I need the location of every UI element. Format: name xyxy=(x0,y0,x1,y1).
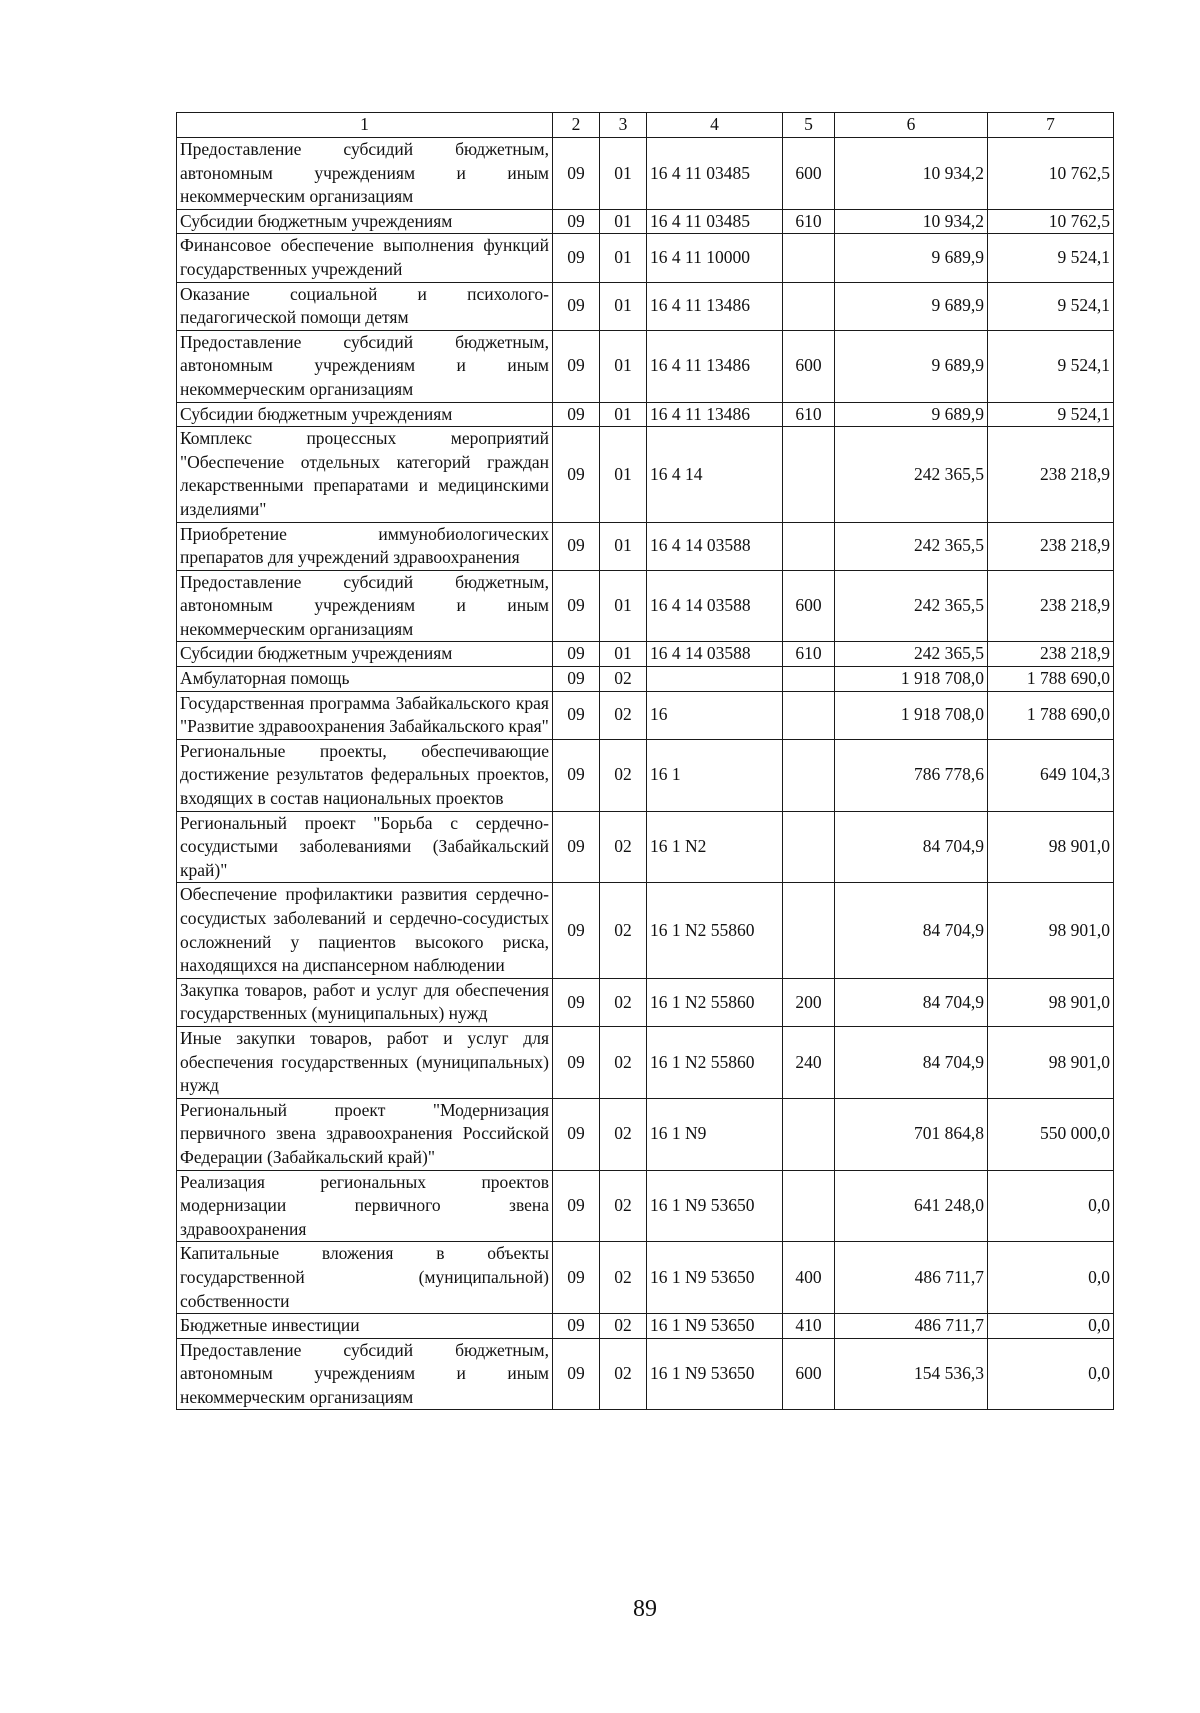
description-cell: Амбулаторная помощь xyxy=(177,667,553,692)
column-header-1: 1 xyxy=(177,113,553,138)
target-article-cell: 16 1 N9 xyxy=(647,1098,783,1170)
subsection-cell: 02 xyxy=(600,1098,647,1170)
amount-2024-cell: 10 762,5 xyxy=(988,209,1114,234)
budget-table xyxy=(176,112,1114,1410)
target-article-cell: 16 1 N9 53650 xyxy=(647,1314,783,1339)
section-cell: 09 xyxy=(553,1242,600,1314)
subsection-cell: 01 xyxy=(600,642,647,667)
subsection-cell: 01 xyxy=(600,427,647,522)
amount-2023-cell: 641 248,0 xyxy=(835,1170,988,1242)
section-cell: 09 xyxy=(553,330,600,402)
subsection-cell: 02 xyxy=(600,1170,647,1242)
target-article-cell: 16 4 14 03588 xyxy=(647,642,783,667)
target-article-cell: 16 1 N9 53650 xyxy=(647,1242,783,1314)
target-article-cell: 16 4 14 03588 xyxy=(647,522,783,570)
subsection-cell: 02 xyxy=(600,1242,647,1314)
description-cell: Капитальные вложения в объекты государственной (муниципальной) собственности xyxy=(177,1242,553,1314)
table-row xyxy=(177,138,1114,210)
expense-type-cell: 600 xyxy=(783,138,835,210)
description-cell: Оказание социальной и психолого-педагогической помощи детям xyxy=(177,282,553,330)
description-cell: Предоставление субсидий бюджетным, автономным учреждениям и иным некоммерческим организациям xyxy=(177,138,553,210)
description-cell: Реализация региональных проектов модернизации первичного звена здравоохранения xyxy=(177,1170,553,1242)
section-cell: 09 xyxy=(553,282,600,330)
amount-2024-cell: 9 524,1 xyxy=(988,234,1114,282)
subsection-cell: 02 xyxy=(600,811,647,883)
table-row xyxy=(177,234,1114,282)
target-article-cell: 16 1 N2 xyxy=(647,811,783,883)
expense-type-cell xyxy=(783,522,835,570)
section-cell: 09 xyxy=(553,667,600,692)
expense-type-cell: 610 xyxy=(783,209,835,234)
column-header-5: 5 xyxy=(783,113,835,138)
description-cell: Предоставление субсидий бюджетным, автономным учреждениям и иным некоммерческим организациям xyxy=(177,570,553,642)
table-row xyxy=(177,282,1114,330)
table-row xyxy=(177,883,1114,978)
subsection-cell: 02 xyxy=(600,883,647,978)
section-cell: 09 xyxy=(553,234,600,282)
column-header-4: 4 xyxy=(647,113,783,138)
description-cell: Бюджетные инвестиции xyxy=(177,1314,553,1339)
table-row xyxy=(177,330,1114,402)
amount-2024-cell: 98 901,0 xyxy=(988,978,1114,1026)
table-row xyxy=(177,642,1114,667)
section-cell: 09 xyxy=(553,1314,600,1339)
amount-2024-cell: 238 218,9 xyxy=(988,642,1114,667)
table-row xyxy=(177,1098,1114,1170)
target-article-cell: 16 4 14 03588 xyxy=(647,570,783,642)
amount-2023-cell: 1 918 708,0 xyxy=(835,691,988,739)
description-cell: Субсидии бюджетным учреждениям xyxy=(177,642,553,667)
amount-2023-cell: 242 365,5 xyxy=(835,642,988,667)
expense-type-cell: 240 xyxy=(783,1026,835,1098)
target-article-cell: 16 1 N9 53650 xyxy=(647,1338,783,1410)
expense-type-cell: 610 xyxy=(783,402,835,427)
description-cell: Государственная программа Забайкальского края "Развитие здравоохранения Забайкальского края" xyxy=(177,691,553,739)
amount-2024-cell: 9 524,1 xyxy=(988,330,1114,402)
section-cell: 09 xyxy=(553,522,600,570)
expense-type-cell: 600 xyxy=(783,330,835,402)
amount-2023-cell: 486 711,7 xyxy=(835,1314,988,1339)
amount-2024-cell: 9 524,1 xyxy=(988,402,1114,427)
table-row xyxy=(177,667,1114,692)
amount-2023-cell: 84 704,9 xyxy=(835,1026,988,1098)
expense-type-cell xyxy=(783,739,835,811)
table-row xyxy=(177,978,1114,1026)
section-cell: 09 xyxy=(553,642,600,667)
amount-2024-cell: 98 901,0 xyxy=(988,883,1114,978)
expense-type-cell: 600 xyxy=(783,1338,835,1410)
expense-type-cell xyxy=(783,1170,835,1242)
table-row xyxy=(177,402,1114,427)
amount-2024-cell: 1 788 690,0 xyxy=(988,691,1114,739)
amount-2023-cell: 9 689,9 xyxy=(835,234,988,282)
amount-2023-cell: 9 689,9 xyxy=(835,330,988,402)
amount-2024-cell: 1 788 690,0 xyxy=(988,667,1114,692)
subsection-cell: 01 xyxy=(600,234,647,282)
expense-type-cell xyxy=(783,811,835,883)
subsection-cell: 01 xyxy=(600,138,647,210)
amount-2024-cell: 238 218,9 xyxy=(988,570,1114,642)
description-cell: Обеспечение профилактики развития сердечно-сосудистых заболеваний и сердечно-сосудистых осложнений у пациентов высокого риска, находящихся на диспансерном наблюдении xyxy=(177,883,553,978)
subsection-cell: 01 xyxy=(600,209,647,234)
expense-type-cell: 410 xyxy=(783,1314,835,1339)
amount-2024-cell: 238 218,9 xyxy=(988,522,1114,570)
section-cell: 09 xyxy=(553,209,600,234)
amount-2024-cell: 10 762,5 xyxy=(988,138,1114,210)
amount-2024-cell: 238 218,9 xyxy=(988,427,1114,522)
table-row xyxy=(177,427,1114,522)
amount-2023-cell: 242 365,5 xyxy=(835,522,988,570)
section-cell: 09 xyxy=(553,811,600,883)
expense-type-cell: 200 xyxy=(783,978,835,1026)
amount-2023-cell: 242 365,5 xyxy=(835,570,988,642)
subsection-cell: 02 xyxy=(600,978,647,1026)
expense-type-cell: 600 xyxy=(783,570,835,642)
amount-2024-cell: 649 104,3 xyxy=(988,739,1114,811)
table-row xyxy=(177,1338,1114,1410)
table-row xyxy=(177,739,1114,811)
subsection-cell: 02 xyxy=(600,739,647,811)
expense-type-cell xyxy=(783,883,835,978)
target-article-cell: 16 4 11 03485 xyxy=(647,209,783,234)
amount-2024-cell: 0,0 xyxy=(988,1338,1114,1410)
subsection-cell: 02 xyxy=(600,1338,647,1410)
target-article-cell: 16 1 xyxy=(647,739,783,811)
target-article-cell: 16 4 14 xyxy=(647,427,783,522)
description-cell: Приобретение иммунобиологических препаратов для учреждений здравоохранения xyxy=(177,522,553,570)
section-cell: 09 xyxy=(553,402,600,427)
expense-type-cell: 400 xyxy=(783,1242,835,1314)
description-cell: Субсидии бюджетным учреждениям xyxy=(177,402,553,427)
subsection-cell: 02 xyxy=(600,691,647,739)
description-cell: Региональный проект "Модернизация первичного звена здравоохранения Российской Федерации (Забайкальский край)" xyxy=(177,1098,553,1170)
description-cell: Иные закупки товаров, работ и услуг для обеспечения государственных (муниципальных) нужд xyxy=(177,1026,553,1098)
target-article-cell: 16 1 N2 55860 xyxy=(647,978,783,1026)
target-article-cell: 16 1 N2 55860 xyxy=(647,1026,783,1098)
amount-2023-cell: 786 778,6 xyxy=(835,739,988,811)
subsection-cell: 02 xyxy=(600,1314,647,1339)
amount-2023-cell: 10 934,2 xyxy=(835,138,988,210)
amount-2023-cell: 84 704,9 xyxy=(835,883,988,978)
target-article-cell: 16 1 N9 53650 xyxy=(647,1170,783,1242)
description-cell: Предоставление субсидий бюджетным, автономным учреждениям и иным некоммерческим организациям xyxy=(177,1338,553,1410)
table-row xyxy=(177,522,1114,570)
target-article-cell xyxy=(647,667,783,692)
amount-2024-cell: 98 901,0 xyxy=(988,1026,1114,1098)
header-row xyxy=(177,113,1114,138)
section-cell: 09 xyxy=(553,138,600,210)
section-cell: 09 xyxy=(553,883,600,978)
section-cell: 09 xyxy=(553,739,600,811)
description-cell: Субсидии бюджетным учреждениям xyxy=(177,209,553,234)
target-article-cell: 16 4 11 13486 xyxy=(647,282,783,330)
description-cell: Закупка товаров, работ и услуг для обеспечения государственных (муниципальных) нужд xyxy=(177,978,553,1026)
amount-2024-cell: 98 901,0 xyxy=(988,811,1114,883)
amount-2023-cell: 10 934,2 xyxy=(835,209,988,234)
amount-2023-cell: 486 711,7 xyxy=(835,1242,988,1314)
section-cell: 09 xyxy=(553,427,600,522)
table-row xyxy=(177,691,1114,739)
subsection-cell: 01 xyxy=(600,282,647,330)
subsection-cell: 02 xyxy=(600,1026,647,1098)
section-cell: 09 xyxy=(553,570,600,642)
amount-2024-cell: 550 000,0 xyxy=(988,1098,1114,1170)
table-row xyxy=(177,1170,1114,1242)
expense-type-cell xyxy=(783,667,835,692)
description-cell: Региональные проекты, обеспечивающие достижение результатов федеральных проектов, входящих в состав национальных проектов xyxy=(177,739,553,811)
target-article-cell: 16 xyxy=(647,691,783,739)
amount-2023-cell: 9 689,9 xyxy=(835,282,988,330)
subsection-cell: 01 xyxy=(600,330,647,402)
expense-type-cell: 610 xyxy=(783,642,835,667)
table-row xyxy=(177,1242,1114,1314)
subsection-cell: 02 xyxy=(600,667,647,692)
column-header-3: 3 xyxy=(600,113,647,138)
column-header-2: 2 xyxy=(553,113,600,138)
description-cell: Региональный проект "Борьба с сердечно-сосудистыми заболеваниями (Забайкальский край)" xyxy=(177,811,553,883)
amount-2024-cell: 9 524,1 xyxy=(988,282,1114,330)
amount-2023-cell: 1 918 708,0 xyxy=(835,667,988,692)
amount-2024-cell: 0,0 xyxy=(988,1314,1114,1339)
target-article-cell: 16 4 11 13486 xyxy=(647,330,783,402)
subsection-cell: 01 xyxy=(600,522,647,570)
table-row xyxy=(177,811,1114,883)
column-header-6: 6 xyxy=(835,113,988,138)
expense-type-cell xyxy=(783,234,835,282)
section-cell: 09 xyxy=(553,1338,600,1410)
description-cell: Предоставление субсидий бюджетным, автономным учреждениям и иным некоммерческим организациям xyxy=(177,330,553,402)
amount-2023-cell: 242 365,5 xyxy=(835,427,988,522)
subsection-cell: 01 xyxy=(600,402,647,427)
table-row xyxy=(177,1026,1114,1098)
table-body xyxy=(177,138,1114,1410)
subsection-cell: 01 xyxy=(600,570,647,642)
section-cell: 09 xyxy=(553,978,600,1026)
amount-2024-cell: 0,0 xyxy=(988,1242,1114,1314)
amount-2023-cell: 154 536,3 xyxy=(835,1338,988,1410)
amount-2023-cell: 701 864,8 xyxy=(835,1098,988,1170)
section-cell: 09 xyxy=(553,1026,600,1098)
expense-type-cell xyxy=(783,427,835,522)
amount-2023-cell: 9 689,9 xyxy=(835,402,988,427)
target-article-cell: 16 4 11 10000 xyxy=(647,234,783,282)
amount-2023-cell: 84 704,9 xyxy=(835,811,988,883)
table-row xyxy=(177,570,1114,642)
target-article-cell: 16 4 11 13486 xyxy=(647,402,783,427)
target-article-cell: 16 4 11 03485 xyxy=(647,138,783,210)
section-cell: 09 xyxy=(553,1098,600,1170)
description-cell: Финансовое обеспечение выполнения функций государственных учреждений xyxy=(177,234,553,282)
section-cell: 09 xyxy=(553,691,600,739)
amount-2024-cell: 0,0 xyxy=(988,1170,1114,1242)
expense-type-cell xyxy=(783,282,835,330)
target-article-cell: 16 1 N2 55860 xyxy=(647,883,783,978)
page-number: 89 xyxy=(633,1596,657,1622)
description-cell: Комплекс процессных мероприятий "Обеспечение отдельных категорий граждан лекарственными препаратами и медицинскими изделиями" xyxy=(177,427,553,522)
section-cell: 09 xyxy=(553,1170,600,1242)
expense-type-cell xyxy=(783,691,835,739)
amount-2023-cell: 84 704,9 xyxy=(835,978,988,1026)
table-row xyxy=(177,1314,1114,1339)
expense-type-cell xyxy=(783,1098,835,1170)
table-row xyxy=(177,209,1114,234)
column-header-7: 7 xyxy=(988,113,1114,138)
